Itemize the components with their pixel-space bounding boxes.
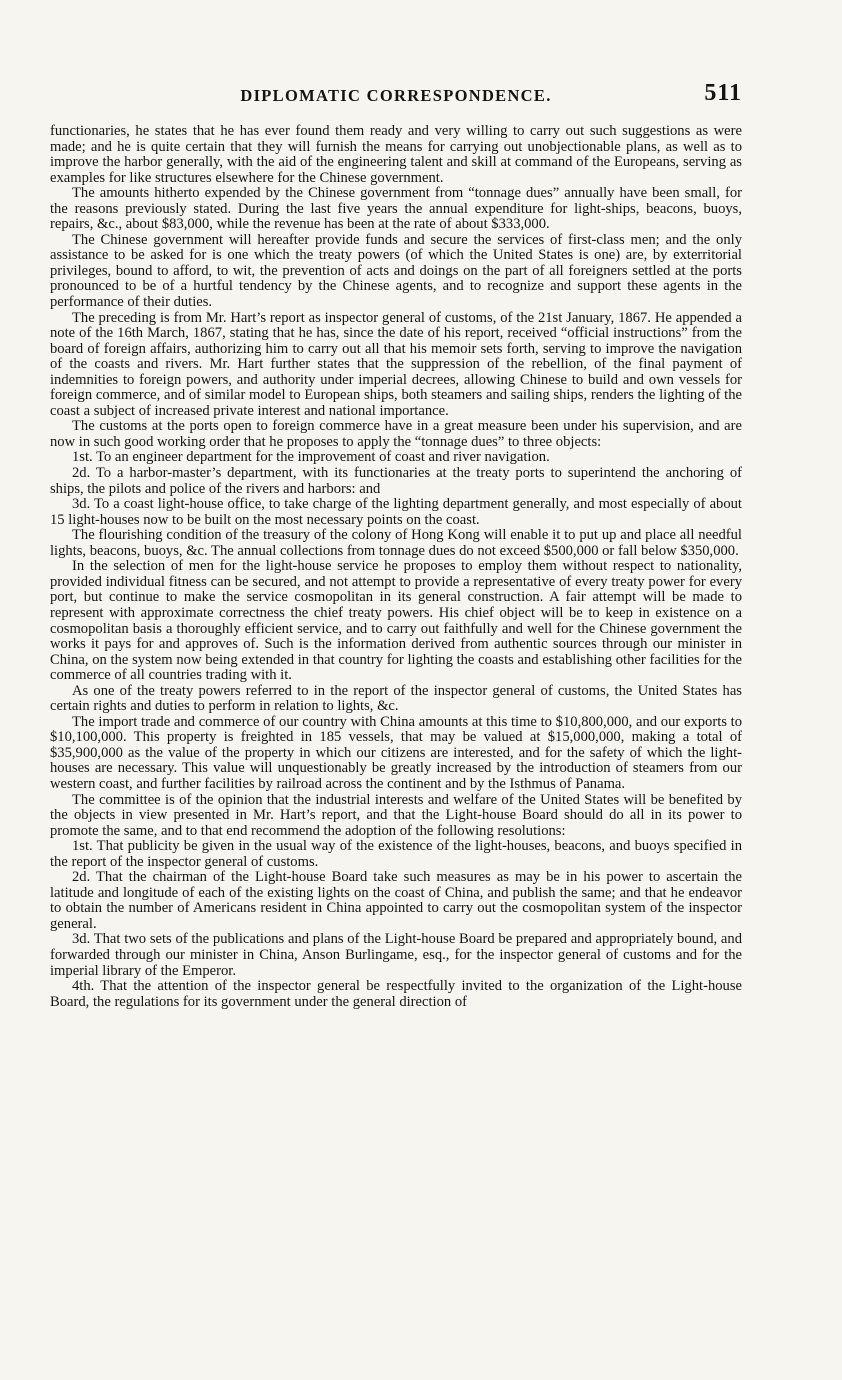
paragraph-hart-report: The preceding is from Mr. Hart’s report as inspector general of customs, of the 21st January, 1867. He appended a note of the 16th March, 1867, stating that he has, since the date of his report, received “official instructions” from the board of foreign affairs, authorizing him to carry out all that his memoir sets forth, serving to improve the navigation of the coasts and rivers. Mr. Hart further states that the suppression of the rebellion, of the final payment of indemnities to foreign powers, and authority under imperial decrees, allowing Chinese to build and own vessels for foreign commerce, and of similar model to European ships, both steamers and sailing ships, renders the lighting of the coast a subject of increased private interest and national importance. — [50, 309, 742, 419]
document-page — [50, 80, 742, 1010]
page-header — [50, 80, 742, 112]
paragraph-committee-opinion: The committee is of the opinion that the industrial interests and welfare of the United States will be benefited by the objects in view presented in Mr. Hart’s report, and that the Light-house Board should do all in its power to promote the same, and to that end recommend the adoption of the following resolutions: — [50, 791, 742, 839]
paragraph-government-funds: The Chinese government will hereafter provide funds and secure the services of first-class men; and the only assistance to be asked for is one which the treaty powers (of which the United States is one) are, by exterritorial privileges, bound to afford, to wit, the prevention of acts and doings on the part of all foreigners settled at the ports pronounced to be of a hurtful tendency by the Chinese agents, and to recognize and support these agents in the performance of their duties. — [50, 231, 742, 311]
list-item-harbor-master: 2d. To a harbor-master’s department, with its functionaries at the treaty ports to superintend the anchoring of ships, the pilots and police of the rivers and harbors: and — [50, 465, 742, 497]
running-title: DIPLOMATIC CORRESPONDENCE. — [240, 86, 552, 105]
resolution-second: 2d. That the chairman of the Light-house Board take such measures as may be in his power to ascertain the latitude and longitude of each of the existing lights on the coast of China, and publish the same; and that he endeavor to obtain the number of Americans resident in China appointed to carry out the cosmopolitan system of the inspector general. — [50, 869, 742, 932]
list-item-light-house-office: 3d. To a coast light-house office, to take charge of the lighting department generally, and most especially of about 15 light-houses now to be built on the most necessary points on the coast. — [50, 496, 742, 528]
paragraph-tonnage-dues: The amounts hitherto expended by the Chinese government from “tonnage dues” annually have been small, for the reasons previously stated. During the last five years the annual expenditure for light-ships, beacons, buoys, repairs, &c., about $83,000, while the revenue has been at the rate of about $333,000. — [50, 185, 742, 233]
paragraph-hong-kong: The flourishing condition of the treasury of the colony of Hong Kong will enable it to put up and place all needful lights, beacons, buoys, &c. The annual collections from tonnage dues do not exceed $500,000 or fall below $350,000. — [50, 527, 742, 559]
page-number: 511 — [704, 80, 742, 106]
paragraph-selection-of-men: In the selection of men for the light-house service he proposes to employ them without respect to nationality, provided individual fitness can be secured, and not attempt to provide a representative of every treaty power for every port, but continue to make the service cosmopolitan in its general construction. A fair attempt will be made to represent with approximate correctness the chief treaty powers. His chief object will be to keep in existence on a cosmopolitan basis a thoroughly efficient service, and to carry out faithfully and well for the Chinese government the works it pays for and approves of. Such is the information derived from authentic sources through our minister in China, on the system now being extended in that country for lighting the coasts and establishing other facilities for the commerce of all countries trading with it. — [50, 558, 742, 684]
list-item-engineer-department: 1st. To an engineer department for the improvement of coast and river navigation. — [72, 449, 550, 466]
paragraph-customs-objects: The customs at the ports open to foreign commerce have in a great measure been under his supervision, and are now in such good working order that he proposes to apply the “tonnage dues” to three objects: — [50, 418, 742, 450]
paragraph-continuation: functionaries, he states that he has ever found them ready and very willing to carry out such suggestions as were made; and he is quite certain that they will furnish the means for carrying out unobjectionable plans, as well as to improve the harbor generally, with the aid of the engineering talent and skill at command of the Europeans, serving as examples for like structures elsewhere for the Chinese government. — [50, 123, 742, 186]
paragraph-treaty-powers: As one of the treaty powers referred to in the report of the inspector general of customs, the United States has certain rights and duties to perform in relation to lights, &c. — [50, 682, 742, 715]
body-text — [50, 124, 742, 1010]
resolution-fourth: 4th. That the attention of the inspector general be respectfully invited to the organization of the Light-house Board, the regulations for its government under the general direction of — [50, 978, 742, 1010]
resolution-first: 1st. That publicity be given in the usual way of the existence of the light-houses, beacons, and buoys specified in the report of the inspector general of customs. — [50, 838, 742, 870]
paragraph-import-trade: The import trade and commerce of our country with China amounts at this time to $10,800,000, and our exports to $10,100,000. This property is freighted in 185 vessels, that may be valued at $15,000,000, making a total of $35,900,000 as the value of the property in which our citizens are interested, and for the safety of which the light-houses are necessary. This value will unquestionably be greatly increased by the introduction of steamers from our western coast, and further facilities by railroad across the continent and by the Isthmus of Panama. — [50, 713, 742, 792]
resolution-third: 3d. That two sets of the publications and plans of the Light-house Board be prepared and appropriately bound, and forwarded through our minister in China, Anson Burlingame, esq., for the inspector general of customs and for the imperial library of the Emperor. — [50, 931, 742, 979]
